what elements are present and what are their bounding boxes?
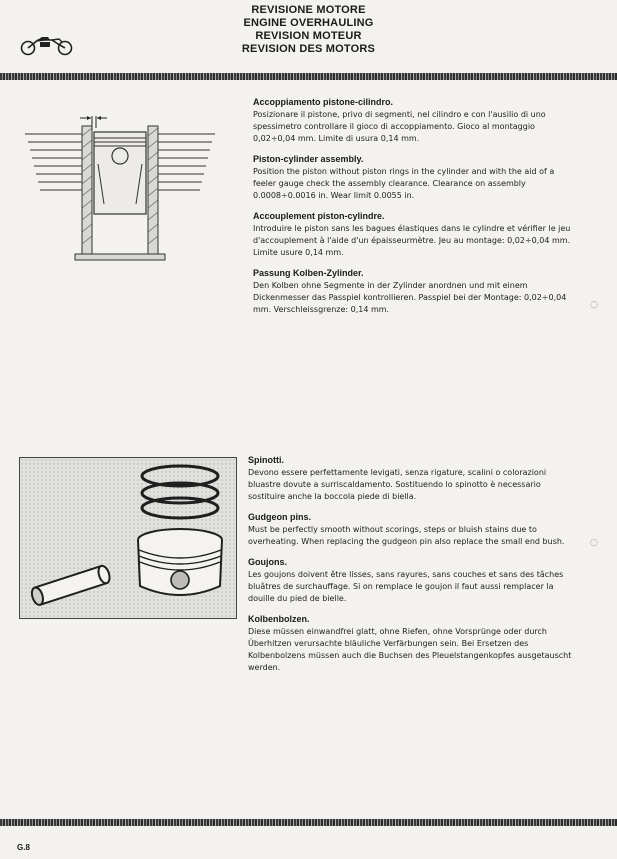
piston-rings-diagram (20, 458, 236, 618)
section-text: Devono essere perfettamente levigati, senza rigature, scalini o colorazioni bluastre dovute a surriscaldamento. Sostituendo lo spinotto è necessario sostituire anche la boccola piede di biella. (248, 468, 547, 501)
section-title: Kolbenbolzen. (248, 614, 310, 624)
section-text: Position the piston without piston rings in the cylinder and with the aid of a feeler gauge check the assembly clearance. Clearance on assembly 0.0008÷0.0016 in. Wear limit 0.0055 in. (253, 167, 555, 200)
page-header (0, 4, 617, 56)
binder-hole-icon: ◌ (590, 538, 598, 548)
piston-cylinder-section (253, 97, 579, 325)
section-title: Goujons. (248, 557, 287, 567)
piston-cylinder-diagram (20, 104, 220, 279)
section-title: Accouplement piston-cylindre. (253, 211, 385, 221)
section-text: Must be perfectly smooth without scorings, steps or bluish stains due to overheating. When replacing the gudgeon pin also replace the small end bush. (248, 525, 565, 546)
section-title: Passung Kolben-Zylinder. (253, 268, 364, 278)
section-title: Piston-cylinder assembly. (253, 154, 364, 164)
piston-pin-illustration (19, 457, 237, 619)
section-title: Gudgeon pins. (248, 512, 311, 522)
section-title: Spinotti. (248, 455, 284, 465)
section-text: Les goujons doivent être lisses, sans rayures, sans couches et sans des tâches bluâtres de surchauffage. Si on remplace le goujon il faut aussi remplacer la douille du pied de bielle. (248, 570, 564, 603)
motorcycle-logo-icon (18, 34, 76, 56)
header-title-fr: REVISION MOTEUR (255, 30, 362, 42)
section-text: Diese müssen einwandfrei glatt, ohne Riefen, ohne Vorsprünge oder durch Überhitzen verursachte bläuliche Verfärbungen sein. Bei Ersetzen des Kolbenbolzens müssen auch die Buchsen des Pleuelstangenkopfes ausgetauscht werden. (248, 627, 572, 672)
gudgeon-pin-section (248, 455, 574, 683)
header-title-it: REVISIONE MOTORE (251, 4, 366, 16)
section-text: Posizionare il pistone, privo di segmenti, nel cilindro e con l'ausilio di uno spessimetro controllare il gioco di accoppiamento. Gioco al montaggio 0,02÷0,04 mm. Limite di usura 0,14 mm. (253, 110, 546, 143)
section-text: Den Kolben ohne Segmente in der Zylinder anordnen und mit einem Dickenmesser das Passpiel kontrollieren. Passpiel bei der Montage: 0,02÷0,04 mm. Verschleissgrenze: 0,14 mm. (253, 281, 567, 314)
header-title-en: ENGINE OVERHAULING (243, 17, 374, 29)
header-title-de: REVISION DES MOTORS (241, 43, 376, 55)
binder-hole-icon: ◌ (590, 300, 598, 310)
section-text: Introduire le piston sans les bagues élastiques dans le cylindre et vérifier le jeu d'accouplement à l'aide d'un épaisseurmètre. Jeu au montage: 0,02÷0,04 mm. Limite usure 0,14 mm. (253, 224, 571, 257)
bottom-divider (0, 819, 617, 826)
section-title: Accoppiamento pistone-cilindro. (253, 97, 394, 107)
page-number: G.8 (17, 843, 30, 852)
top-divider (0, 73, 617, 80)
